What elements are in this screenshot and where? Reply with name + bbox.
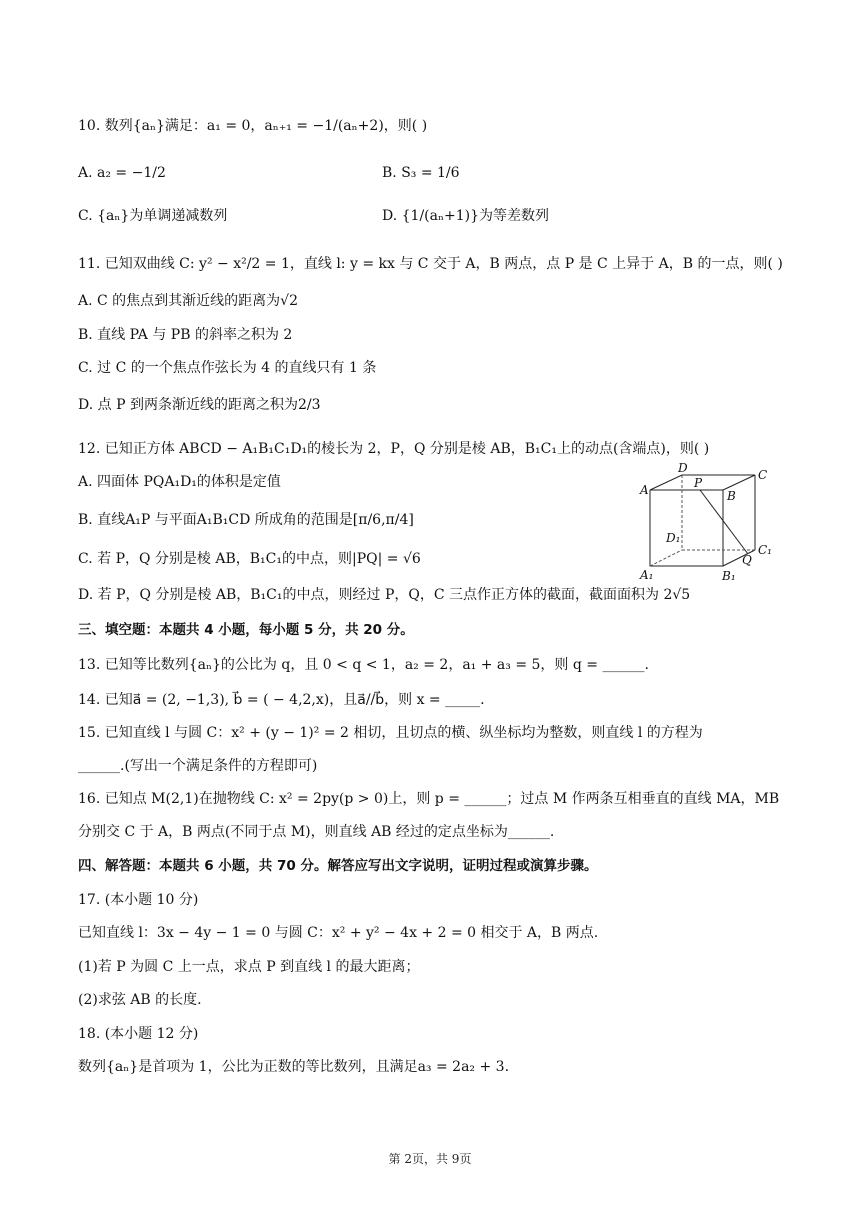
- q18-heading: 18. (本小题 12 分): [78, 1026, 199, 1042]
- label-c: C: [758, 468, 768, 482]
- label-q: Q: [742, 553, 752, 567]
- q11-option-a: A. C 的焦点到其渐近线的距离为√2: [78, 293, 299, 309]
- q18-body: 数列{aₙ}是首项为 1，公比为正数的等比数列，且满足a₃ = 2a₂ + 3.: [78, 1059, 510, 1075]
- q17-heading: 17. (本小题 10 分): [78, 892, 199, 908]
- label-b: B: [727, 489, 736, 503]
- cube-front-face: [650, 490, 723, 566]
- q11-stem: 11. 已知双曲线 C: y² − x²/2 = 1，直线 l: y = kx 与 C 交于 A，B 两点，点 P 是 C 上异于 A，B 的一点，则( ): [78, 256, 783, 272]
- q16-line1: 16. 已知点 M(2,1)在抛物线 C: x² = 2py(p > 0)上，则 p = ______；过点 M 作两条互相垂直的直线 MA，MB: [78, 791, 780, 807]
- q12-option-d: D. 若 P，Q 分别是棱 AB，B₁C₁的中点，则经过 P，Q，C 三点作正方体的截面，截面面积为 2√5: [78, 587, 691, 603]
- cube-top-back-edges: [650, 475, 755, 490]
- cube-edge-pq: [700, 490, 748, 554]
- q17-part1: (1)若 P 为圆 C 上一点，求点 P 到直线 l 的最大距离；: [78, 959, 420, 975]
- label-a: A: [640, 483, 649, 497]
- cube-hidden-a1d1: [650, 550, 682, 566]
- q17-body: 已知直线 l：3x − 4y − 1 = 0 与圆 C：x² + y² − 4x + 2 = 0 相交于 A，B 两点.: [78, 925, 599, 941]
- label-b1: B₁: [722, 569, 736, 583]
- q17-part2: (2)求弦 AB 的长度.: [78, 992, 202, 1008]
- q12-stem: 12. 已知正方体 ABCD − A₁B₁C₁D₁的棱长为 2，P，Q 分别是棱 AB，B₁C₁上的动点(含端点)，则( ): [78, 441, 710, 457]
- q10-option-b: B. S₃ = 1/6: [382, 165, 460, 181]
- section-fill-in-heading: 三、填空题：本题共 4 小题，每小题 5 分，共 20 分。: [78, 622, 414, 638]
- q16-line2: 分别交 C 于 A，B 两点(不同于点 M)，则直线 AB 经过的定点坐标为______.: [78, 824, 555, 840]
- q15-line2: ______.(写出一个满足条件的方程即可): [78, 758, 318, 774]
- cube-figure: [638, 462, 772, 586]
- q11-option-b: B. 直线 PA 与 PB 的斜率之积为 2: [78, 327, 293, 343]
- q10-stem: 10. 数列{aₙ}满足：a₁ = 0，aₙ₊₁ = −1/(aₙ+2)，则( ): [78, 118, 428, 134]
- page-footer: 第 2页，共 9页: [388, 1152, 472, 1166]
- section-answer-heading: 四、解答题：本题共 6 小题，共 70 分。解答应写出文字说明，证明过程或演算步骤。: [78, 858, 598, 874]
- label-p: P: [694, 476, 703, 490]
- q12-option-c: C. 若 P，Q 分别是棱 AB，B₁C₁的中点，则|PQ| = √6: [78, 551, 421, 567]
- q10-option-d: D. {1/(aₙ+1)}为等差数列: [382, 208, 550, 224]
- label-c1: C₁: [758, 543, 772, 557]
- label-d: D: [678, 462, 688, 475]
- q10-option-a: A. a₂ = −1/2: [78, 165, 166, 181]
- q12-option-b: B. 直线A₁P 与平面A₁B₁CD 所成角的范围是[π/6,π/4]: [78, 512, 414, 528]
- label-d1: D₁: [666, 531, 681, 545]
- q11-option-c: C. 过 C 的一个焦点作弦长为 4 的直线只有 1 条: [78, 360, 377, 376]
- q15-line1: 15. 已知直线 l 与圆 C：x² + (y − 1)² = 2 相切，且切点的横、纵坐标均为整数，则直线 l 的方程为: [78, 725, 703, 741]
- q13: 13. 已知等比数列{aₙ}的公比为 q，且 0 < q < 1，a₂ = 2，a₁ + a₃ = 5，则 q = ______.: [78, 657, 649, 673]
- q10-option-c: C. {aₙ}为单调递减数列: [78, 208, 228, 224]
- q11-option-d: D. 点 P 到两条渐近线的距离之积为2/3: [78, 397, 321, 413]
- label-a1: A₁: [640, 568, 654, 582]
- q12-option-a: A. 四面体 PQA₁D₁的体积是定值: [78, 474, 281, 490]
- q14: 14. 已知a⃗ = (2, −1,3), b⃗ = ( − 4,2,x)，且a⃗//b⃗，则 x = _____.: [78, 692, 485, 708]
